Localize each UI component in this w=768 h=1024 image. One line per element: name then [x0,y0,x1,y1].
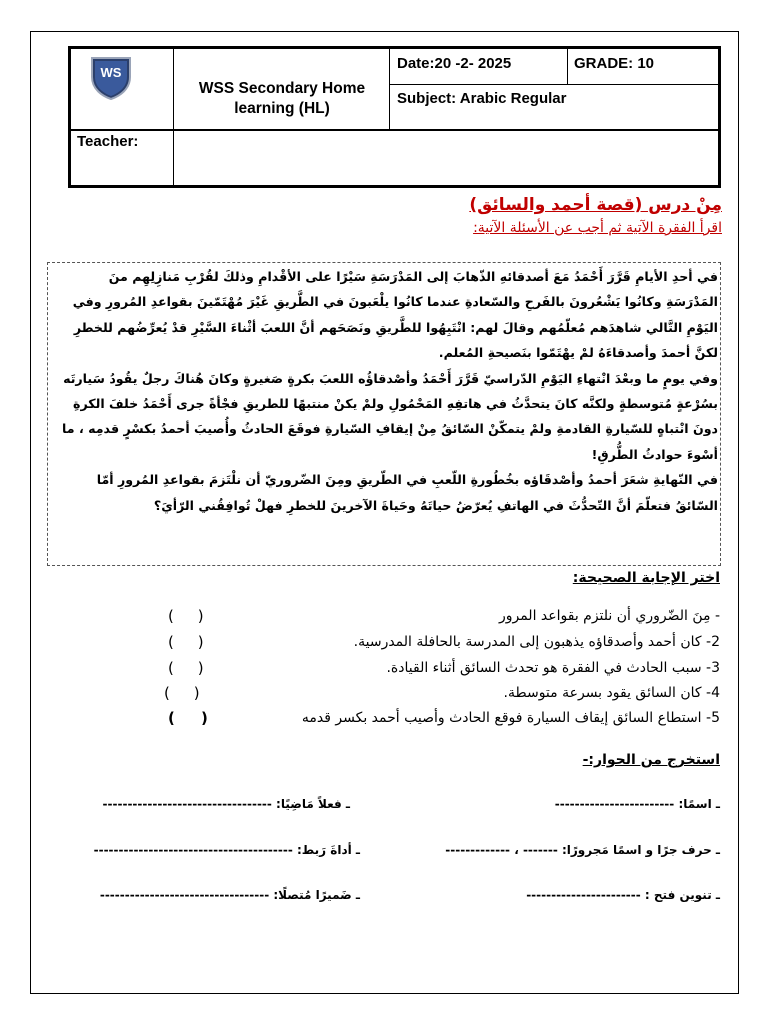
school-shield-logo [89,55,133,101]
subject-field: Subject: Arabic Regular [397,90,567,107]
passage-paragraph-3: في النّهايةِ شعَرَ أحمدُ وأصْدقَاؤه بخُطُورةِ اللّعبِ في الطّريقِ ومِنَ الضّروريّ أن نلْتَزمَ بقواعدِ المُرورِ أمّا السّائقُ فتعلّمَ أنَّ التّحدُّثَ في الهاتفِ يُعرّضُ حياتَهُ وحَياةَ الآخرينَ للخطرِ فهلْ تُوافِقُني الرّأيَ؟ [96,472,718,513]
divider [173,129,174,188]
divider [173,49,174,129]
grade-field: GRADE: 10 [574,55,655,72]
question-1: - مِنَ الضّروري أن نلتزم بقواعد المرور [498,608,720,624]
answer-box-2[interactable]: ( ) [168,633,204,651]
divider [71,129,721,131]
reading-passage [55,264,718,518]
question-3: 3- سبب الحادث في الفقرة هو تحدث السائق أثناء القيادة. [386,660,720,676]
question-4: 4- كان السائق يقود بسرعة متوسطة. [503,685,720,701]
teacher-label: Teacher: [77,133,139,150]
extract-section-title: استخرج من الحوار:- [582,752,720,768]
reading-instruction: اقرأ الفقرة الآتية ثم أجب عن الأسئلة الآتية: [473,220,722,236]
extract-noun[interactable]: ـ اسمًا: ------------------------ [554,797,720,811]
choose-section-title: اختر الإجابة الصحيحة: [572,570,720,586]
extract-past-verb[interactable]: ـ فعلاً مَاضِيًا: ---------------------------------- [102,797,350,811]
date-field: Date:20 -2- 2025 [397,55,512,72]
answer-box-5[interactable]: ( ) [168,709,208,727]
logo-text: WS [100,65,122,80]
passage-paragraph-2: وفي يومٍ ما وبعْدَ انْتهاءِ اليَوْمِ الدّراسيّ قَرَّرَ أَحْمَدُ وأصْدقاؤُه اللعبَ بكرةٍ صَغيرةٍ وكانَ هُناكَ رجلٌ يقُودُ سَيارتَه بسُرْعةٍ مُتوسطةٍ ولكنَّه كانَ يتحدَّثُ في هاتفِهِ المَحْمُولِ ولمْ يكنْ منتبهًا للطريقِ فجْأةً جرى أَحْمَدُ خلفَ الكرةِ دونَ انْتباهٍ للسّيارةِ القادمةِ ولمْ يتمكّنْ السّائقُ مِنْ إيقافِ السّيارةِ فوقَعَ الحادثُ وأُصيبَ أحمدُ بكسْرٍ قدمِه ، ما أسْوءَ حوادثُ الطُّرقِ! [62,370,718,462]
school-name: WSS Secondary Home learning (HL) [198,80,366,117]
question-5: 5- استطاع السائق إيقاف السيارة فوقع الحادث وأصيب أحمد بكسر قدمه [301,710,720,726]
header-table [68,46,721,188]
divider [567,49,568,84]
answer-box-4[interactable]: ( ) [164,684,200,702]
passage-paragraph-1: في أحدِ الأيامِ قَرَّرَ أَحْمَدُ مَعَ أصدقائهِ الذّهابَ إلى المَدْرَسَةِ سَيْرًا على الأقْدامِ وذلكَ لقُرْبِ مَنازِلِهِم منَ المَدْرَسَةِ وكانُوا يَشْعُرونَ بالفَرحِ والسّعادةِ عندما كانُوا يلْعَبونَ في الطَّريقِ غَيْرَ مُهْتَمّينَ بقواعدِ المُرورِ وفي اليَوْمِ التَّالي شاهدَهم مُعلّمُهم وقالَ لهم: انْتَبِهُوا للطَّريقِ ونَصَحَهم أنَّ اللعبَ أثْناءَ السَّيْرِ قدْ يُعرِّضُهم للخطرِ لكنَّ أحمدَ وأصدقاءَهُ لمْ يهْتَمّوا بنَصيحةِ المُعلم. [72,269,718,361]
answer-box-3[interactable]: ( ) [168,659,204,677]
divider [389,49,390,129]
extract-conjunction[interactable]: ـ أداةَ رَبط: ---------------------------------------- [93,843,360,857]
extract-tanween-fath[interactable]: ـ تنوين فتح : ----------------------- [526,888,720,902]
divider [389,84,721,85]
answer-box-1[interactable]: ( ) [168,607,204,625]
lesson-title: مِنْ درس (قصة أحمد والسائق) [469,195,722,215]
extract-preposition-noun[interactable]: ـ حرف جرًا و اسمًا مَجرورًا: ------- ، ------------- [445,843,720,857]
extract-attached-pronoun[interactable]: ـ ضَميرًا مُتصلًا: ---------------------------------- [99,888,360,902]
question-2: 2- كان أحمد وأصدقاؤه يذهبون إلى المدرسة بالحافلة المدرسية. [353,634,720,650]
